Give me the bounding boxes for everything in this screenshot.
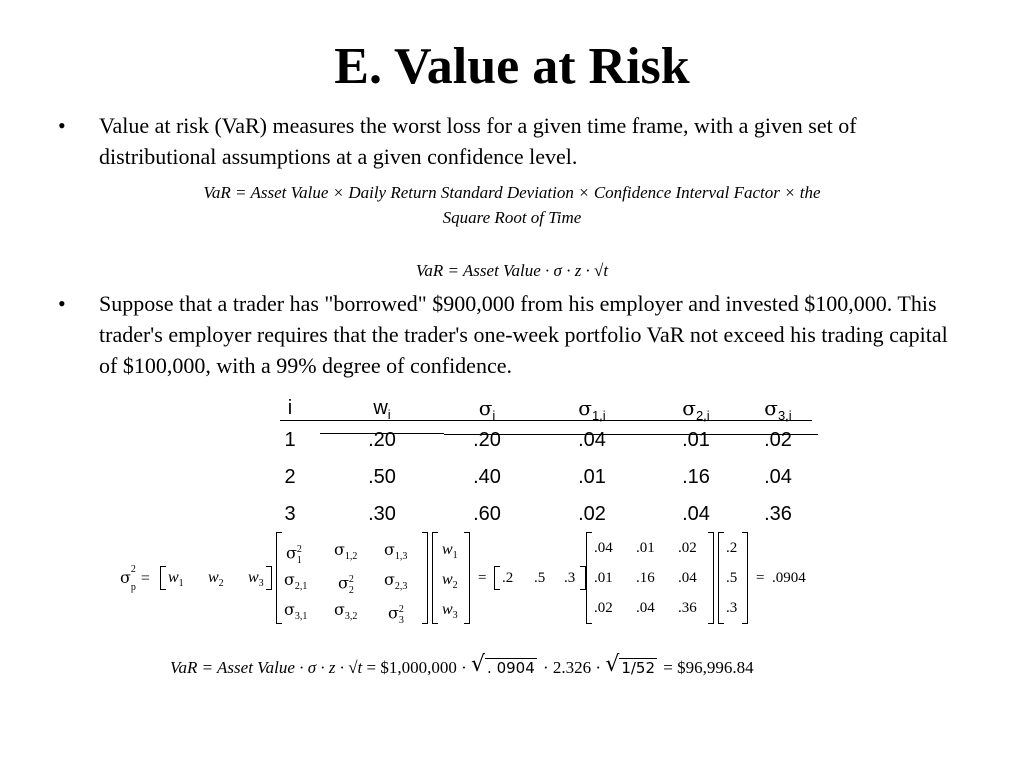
variance-result: .0904 (772, 570, 806, 586)
table-cell: .16 (682, 466, 710, 488)
table-cell: .04 (578, 429, 606, 451)
bracket-left (276, 532, 282, 624)
slide-title: E. Value at Risk (334, 38, 690, 95)
cov-value: .04 (594, 540, 613, 556)
bracket-right (266, 566, 272, 590)
header-sigma-1i: $\sigma_{1,i}$ (530, 390, 654, 435)
header-sigma: $\sigma_i$ (444, 390, 530, 435)
cov-cell: $\sigma^2_2$ (338, 573, 354, 596)
cov-value: .04 (636, 600, 655, 616)
formula-line-2: Square Root of Time (442, 208, 582, 227)
bullet-dot: • (58, 291, 66, 316)
header-w: $w_i$ (320, 390, 444, 434)
table-cell: .60 (473, 503, 501, 525)
bullet-text: Suppose that a trader has "borrowed" $900,000 from his employer and invested $100,000. This trader's employer requires that the trader's one-week portfolio VaR not exceed his trading capital of $100,000, with a 99% degree of confidence. (99, 291, 948, 378)
table-cell: .30 (368, 503, 396, 525)
sqrt-time: √ 1/52 (605, 650, 657, 686)
final-result: = $96,996.84 (659, 658, 754, 677)
radical-icon: √ (471, 652, 486, 677)
cov-value: .02 (678, 540, 697, 556)
table-cell: .36 (764, 503, 792, 525)
col-value: .3 (726, 600, 738, 616)
var-formula-words (0, 180, 1024, 230)
cov-value: .01 (636, 540, 655, 556)
cov-cell: $\sigma_{1,3}$ (384, 540, 408, 563)
equals-sign: = (478, 570, 487, 586)
cov-value: .02 (594, 600, 613, 616)
bracket-left (160, 566, 166, 590)
bullet-dot: • (58, 113, 66, 138)
bracket-right (464, 532, 470, 624)
bracket-left (494, 566, 500, 590)
weight-value: .2 (502, 570, 514, 586)
bracket-left (718, 532, 724, 624)
header-sigma-2i: $\sigma_{2,i}$ (654, 390, 738, 435)
final-var-equation (170, 650, 754, 686)
col-value: .5 (726, 570, 738, 586)
table-cell: 3 (284, 503, 296, 525)
table-header-row (260, 390, 820, 422)
cov-value: .04 (678, 570, 697, 586)
weight-col-cell: $w_1$ (442, 541, 458, 562)
cov-cell: $\sigma_{2,1}$ (284, 570, 308, 593)
cov-value: .36 (678, 600, 697, 616)
col-value: .2 (726, 540, 738, 556)
radical-icon: √ (605, 652, 620, 677)
weight-col-cell: $w_3$ (442, 601, 458, 622)
table-cell: .04 (764, 466, 792, 488)
table-cell: .04 (682, 503, 710, 525)
portfolio-variance-matrix (0, 528, 1024, 628)
sqrt-variance: √ . 0904 (471, 650, 537, 686)
table-row (260, 459, 820, 496)
bracket-left (432, 532, 438, 624)
bullet-var-definition (58, 110, 968, 172)
cov-cell: $\sigma_{2,3}$ (384, 570, 408, 593)
weight-w1: $w_1$ (168, 569, 184, 590)
lhs-variance: σ 2 p = (120, 564, 150, 593)
final-eq-sign: = (362, 658, 381, 677)
var-formula-symbolic: VaR = Asset Value · σ · z · √t (415, 261, 609, 280)
cov-cell: $\sigma_{1,2}$ (334, 540, 358, 563)
formula-line-1: VaR = Asset Value × Daily Return Standard Deviation × Confidence Interval Factor × the (203, 183, 821, 202)
cov-value: .01 (594, 570, 613, 586)
table-cell: .40 (473, 466, 501, 488)
weight-w2: $w_2$ (208, 569, 224, 590)
cov-cell: $\sigma_{3,1}$ (284, 600, 308, 623)
bullet-text: Value at risk (VaR) measures the worst loss for a given time frame, with a given set of distributional assumptions at a given confidence level. (99, 113, 857, 169)
cov-value: .16 (636, 570, 655, 586)
table-cell: 1 (284, 429, 296, 451)
final-z: · 2.326 · (538, 658, 606, 677)
bracket-right (708, 532, 714, 624)
table-cell: .20 (368, 429, 396, 451)
header-underline (280, 420, 812, 421)
weight-col-cell: $w_2$ (442, 571, 458, 592)
weight-w3: $w_3$ (248, 569, 264, 590)
equals-sign: = (756, 570, 765, 586)
header-i: i (287, 397, 293, 419)
weight-value: .5 (534, 570, 546, 586)
bullet-trader-example (58, 288, 968, 381)
weight-value: .3 (564, 570, 576, 586)
bracket-right (742, 532, 748, 624)
final-asset: $1,000,000 · (380, 658, 472, 677)
table-cell: .01 (578, 466, 606, 488)
table-row (260, 422, 820, 459)
bracket-right (422, 532, 428, 624)
cov-cell: $\sigma^2_3$ (388, 603, 404, 626)
cov-cell: $\sigma^2_1$ (286, 543, 302, 566)
table-cell: .50 (368, 466, 396, 488)
portfolio-table (260, 390, 820, 533)
table-cell: 2 (284, 466, 296, 488)
bracket-left (586, 532, 592, 624)
table-cell: .20 (473, 429, 501, 451)
cov-cell: $\sigma_{3,2}$ (334, 600, 358, 623)
final-lhs: VaR = Asset Value · σ · z · √t (170, 658, 363, 677)
table-cell: .01 (682, 429, 710, 451)
table-cell: .02 (764, 429, 792, 451)
header-sigma-3i: $\sigma_{3,i}$ (738, 390, 818, 435)
table-cell: .02 (578, 503, 606, 525)
